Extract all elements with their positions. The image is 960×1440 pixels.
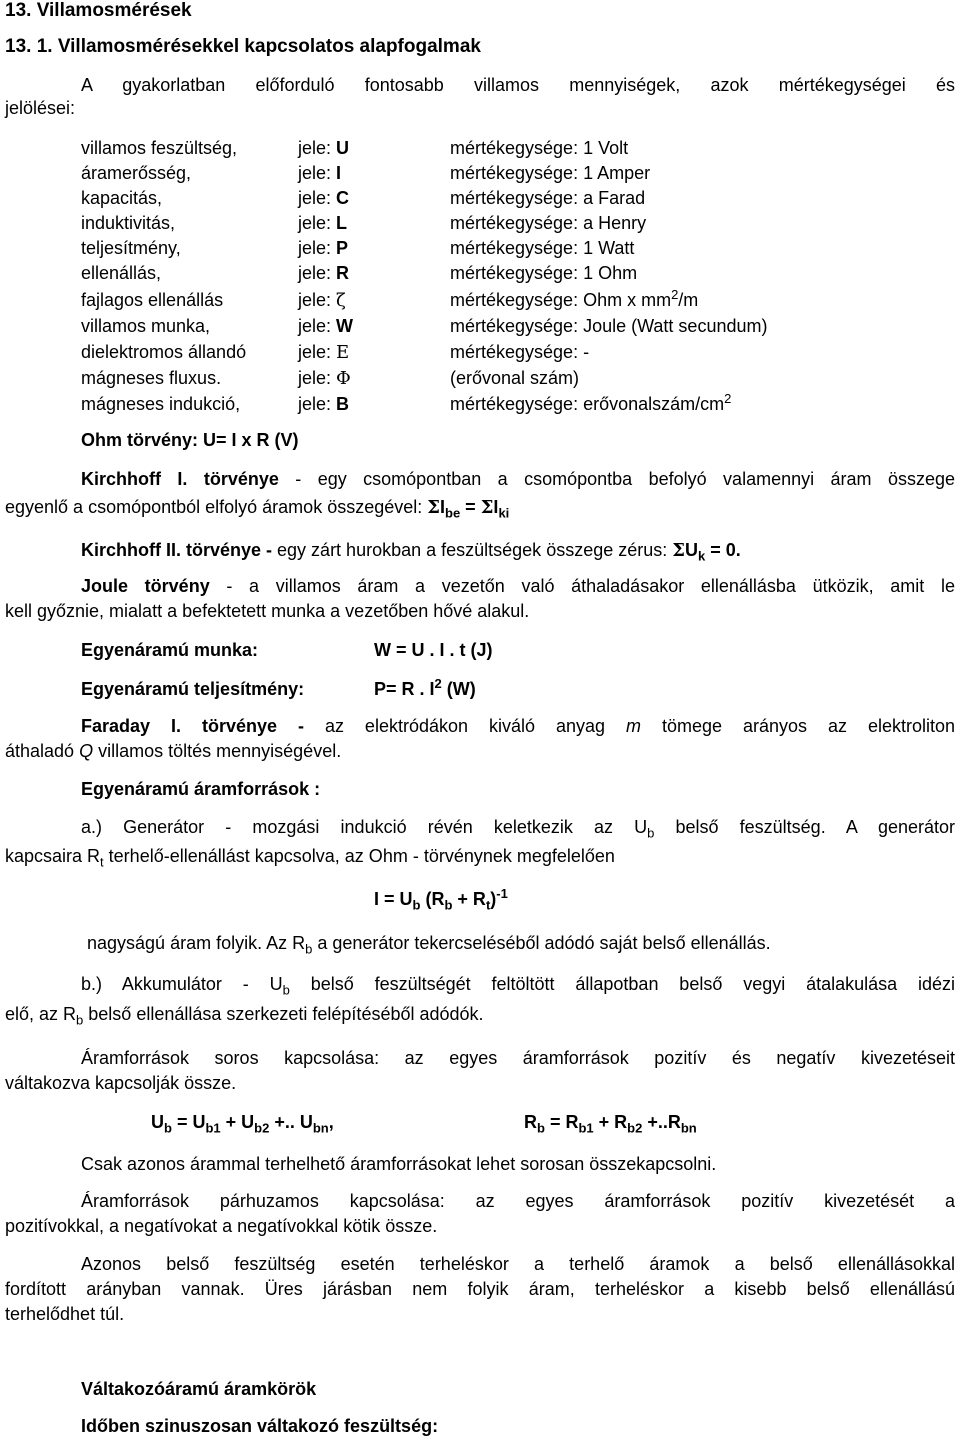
symbol: B <box>336 394 350 414</box>
joule-line-2: kell győznie, mialatt a befektetett munka a vezetőben hővé alakul. <box>5 601 530 621</box>
symbol: W <box>336 316 354 336</box>
quantity-name: villamos feszültség, <box>81 138 238 158</box>
quantity-name: induktivitás, <box>81 213 176 233</box>
symbol: I <box>336 163 342 183</box>
unit: mértékegysége: 1 Volt <box>450 138 629 158</box>
symbol-label: jele: Φ <box>298 368 351 389</box>
symbol-label: jele: P <box>298 238 349 258</box>
symbol-label: jele: L <box>298 213 348 233</box>
symbol-label: jele: ζ <box>298 290 346 311</box>
unit: mértékegysége: Ohm x $mm^2/m$ <box>450 287 699 310</box>
quantity-name: teljesítmény, <box>81 238 181 258</box>
dc-work-label: Egyenáramú munka: <box>81 640 259 660</box>
ac-heading: Váltakozóáramú áramkörök <box>81 1379 317 1399</box>
symbol-label: jele: Ε <box>298 342 350 363</box>
symbol: Φ <box>336 368 351 389</box>
symbol: R <box>336 263 350 283</box>
faraday-line-1: Faraday I. törvénye - az elektródákon kiváló anyag m tömege arányos az elektroliton <box>81 716 955 736</box>
quantity-name: villamos munka, <box>81 316 211 336</box>
unit: mértékegysége: - <box>450 342 590 362</box>
symbol-label: jele: W <box>298 316 354 336</box>
quantity-name: mágneses fluxus. <box>81 368 222 388</box>
quantity-name: ellenállás, <box>81 263 162 283</box>
parallel-line-2: pozitívokkal, a negatívokat a negatívokkal kötik össze. <box>5 1216 438 1236</box>
faraday-line-2: áthaladó Q villamos töltés mennyiségével. <box>5 741 342 761</box>
sinusoidal-heading: Időben szinuszosan váltakozó feszültség: <box>81 1416 439 1436</box>
symbol-label: jele: I <box>298 163 342 183</box>
generator-tail: nagyságú áram folyik. Az $R_b$ a generátor tekercseléséből adódó saját belső ellenállás. <box>87 933 771 957</box>
unit: mértékegysége: 1 Amper <box>450 163 651 183</box>
quantity-name: dielektromos állandó <box>81 342 247 362</box>
series-note: Csak azonos árammal terhelhető áramforrásokat lehet sorosan összekapcsolni. <box>81 1154 717 1174</box>
equal-line-3: terhelődhet túl. <box>5 1304 125 1324</box>
quantity-name: mágneses indukció, <box>81 394 241 414</box>
joule-line-1: Joule törvény - a villamos áram a vezetőn való áthaladásakor ellenállásba ütközik, amit le <box>81 576 955 596</box>
generator-line-2: kapcsaira $R_t$ terhelő-ellenállást kapcsolva, az Ohm - törvénynek megfelelően <box>5 846 615 870</box>
accumulator-line-1: b.) Akkumulátor - $U_b$ belső feszültségét feltöltött állapotban belső vegyi átalakulása idézi <box>81 974 956 998</box>
intro-line-1: A gyakorlatban előforduló fontosabb villamos mennyiségek, azok mértékegységei és <box>81 75 955 95</box>
accumulator-line-2: elő, az $R_b$ belső ellenállása szerkezeti felépítéséből adódók. <box>5 1004 484 1028</box>
unit: mértékegysége: erővonalszám/$cm^2$ <box>450 391 732 414</box>
intro-line-2: jelölései: <box>5 98 76 118</box>
unit: mértékegysége: a Farad <box>450 188 646 208</box>
unit: mértékegysége: a Henry <box>450 213 647 233</box>
equal-line-1: Azonos belső feszültség esetén terheléskor a terhelő áramok a belső ellenállásokkal <box>81 1254 955 1274</box>
dc-work-formula: W = U . I . t (J) <box>374 640 493 660</box>
symbol: Ε <box>336 342 350 363</box>
symbol: C <box>336 188 350 208</box>
symbol-label: jele: U <box>298 138 350 158</box>
kirchhoff-1-line-2: egyenlő a csomópontból elfolyó áramok összegével: $\Sigma I_{be} = \Sigma I_{ki}$ <box>5 497 510 521</box>
equal-line-2: fordított arányban vannak. Üres járásban nem folyik áram, terheléskor a kisebb belső ellenállású <box>5 1279 955 1299</box>
quantity-name: kapacitás, <box>81 188 163 208</box>
parallel-line-1: Áramforrások párhuzamos kapcsolása: az egyes áramforrások pozitív kivezetését a <box>81 1191 955 1211</box>
section-heading: 13. 1. Villamosmérésekkel kapcsolatos alapfogalmak <box>5 36 481 57</box>
symbol: ζ <box>336 290 346 311</box>
ohm-law: Ohm törvény: U= I x R (V) <box>81 430 299 450</box>
quantity-name: áramerősség, <box>81 163 192 183</box>
series-voltage-formula: $U_b = U_{b1} + U_{b2}$ +.. $U_{bn}$, <box>151 1112 334 1136</box>
chapter-heading: 13. Villamosmérések <box>5 0 192 21</box>
dc-power-formula: P= R . $I^2$ (W) <box>374 676 476 699</box>
unit: (erővonal szám) <box>450 368 580 388</box>
series-line-1: Áramforrások soros kapcsolása: az egyes áramforrások pozitív és negatív kivezetéseit <box>81 1048 955 1068</box>
unit: mértékegysége: 1 Ohm <box>450 263 638 283</box>
dc-power-label: Egyenáramú teljesítmény: <box>81 679 305 699</box>
unit: mértékegysége: 1 Watt <box>450 238 635 258</box>
symbol-label: jele: C <box>298 188 350 208</box>
current-formula: $I = U_b$ $(R_b + R_t)^{-1}$ <box>374 886 508 913</box>
symbol-label: jele: R <box>298 263 350 283</box>
symbol: U <box>336 138 350 158</box>
kirchhoff-2: Kirchhoff II. törvénye - egy zárt hurokban a feszültségek összege zérus: $\Sigma U_k = 0$. <box>81 540 741 564</box>
series-line-2: váltakozva kapcsolják össze. <box>5 1073 237 1093</box>
symbol-label: jele: B <box>298 394 350 414</box>
series-resistance-formula: $R_b = R_{b1} + R_{b2} +..R_{bn}$ <box>524 1112 697 1136</box>
unit: mértékegysége: Joule (Watt secundum) <box>450 316 768 336</box>
sources-heading: Egyenáramú áramforrások : <box>81 779 321 799</box>
generator-line-1: a.) Generátor - mozgási indukció révén keletkezik az $U_b$ belső feszültség. A generátor <box>81 817 956 841</box>
quantity-name: fajlagos ellenállás <box>81 290 224 310</box>
symbol: L <box>336 213 348 233</box>
symbol: P <box>336 238 349 258</box>
kirchhoff-1-line-1: Kirchhoff I. törvénye - egy csomópontban a csomópontba befolyó valamennyi áram összege <box>81 469 955 489</box>
